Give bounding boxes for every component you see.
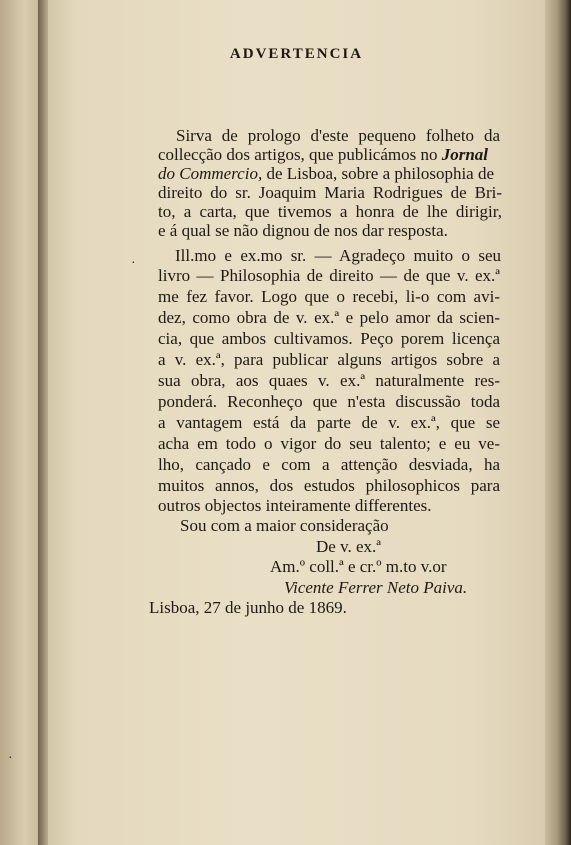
do-commercio-italic: do Commercio, [158, 164, 263, 183]
letter-line-9: a vantagem está da parte de v. ex.ª, que se [158, 413, 500, 432]
letter-line-6: a v. ex.ª, para publicar alguns artigos sobre a [158, 350, 500, 369]
intro-line-3 [158, 164, 502, 184]
jornal-italic: Jornal [441, 145, 489, 164]
intro-line-3-text: de Lisboa, sobre a philosophia de [262, 164, 495, 183]
letter-line-3: me fez favor. Logo que o recebi, li-o com avi- [158, 287, 500, 306]
letter-line-4: dez, como obra de v. ex.ª e pelo amor da scien- [158, 308, 500, 327]
letter-line-8: ponderá. Reconheço que n'esta discussão toda [158, 392, 500, 411]
book-page [8, 0, 545, 845]
margin-mark-left: · [8, 751, 13, 766]
margin-mark: · [131, 256, 136, 271]
letter-line-13: outros objectos inteiramente differentes. [158, 496, 432, 515]
right-page-edge [545, 0, 571, 845]
letter-line-5: cia, que ambos cultivamos. Peço porem licença [158, 329, 500, 348]
letter-line-2: livro — Philosophia de direito — de que v. ex.ª [158, 266, 500, 285]
letter-line-10: acha em todo o vigor do seu talento; e eu ve- [158, 434, 500, 453]
letter-line-11: lho, cançado e com a attenção desviada, ha [158, 455, 500, 474]
salutation-line: De v. ex.ª [316, 537, 381, 556]
signature-line: Vicente Ferrer Neto Paiva. [284, 578, 468, 597]
intro-line-5: to, a carta, que tivemos a honra de lhe dirigir, [158, 202, 502, 221]
intro-line-4: direito do sr. Joaquim Maria Rodrigues de Bri- [158, 183, 502, 202]
signoff-line: Am.º coll.ª e cr.º m.to v.or [270, 557, 447, 576]
closing-line: Sou com a maior consideração [180, 516, 389, 535]
letter-line-1: Ill.mo e ex.mo sr. — Agradeço muito o seu [175, 246, 501, 265]
letter-line-12: muitos annos, dos estudos philosophicos para [158, 476, 500, 495]
place-date-line: Lisboa, 27 de junho de 1869. [149, 598, 347, 617]
letter-line-7: sua obra, aos quaes v. ex.ª naturalmente res- [158, 371, 500, 390]
intro-line-1: Sirva de prologo d'este pequeno folheto da [176, 126, 500, 145]
intro-line-2 [158, 145, 502, 165]
intro-line-2-text: collecção dos artigos, que publicámos no [158, 145, 438, 164]
page-title: ADVERTENCIA [229, 46, 364, 62]
intro-line-6: e á qual se não dignou de nos dar resposta. [158, 221, 448, 240]
